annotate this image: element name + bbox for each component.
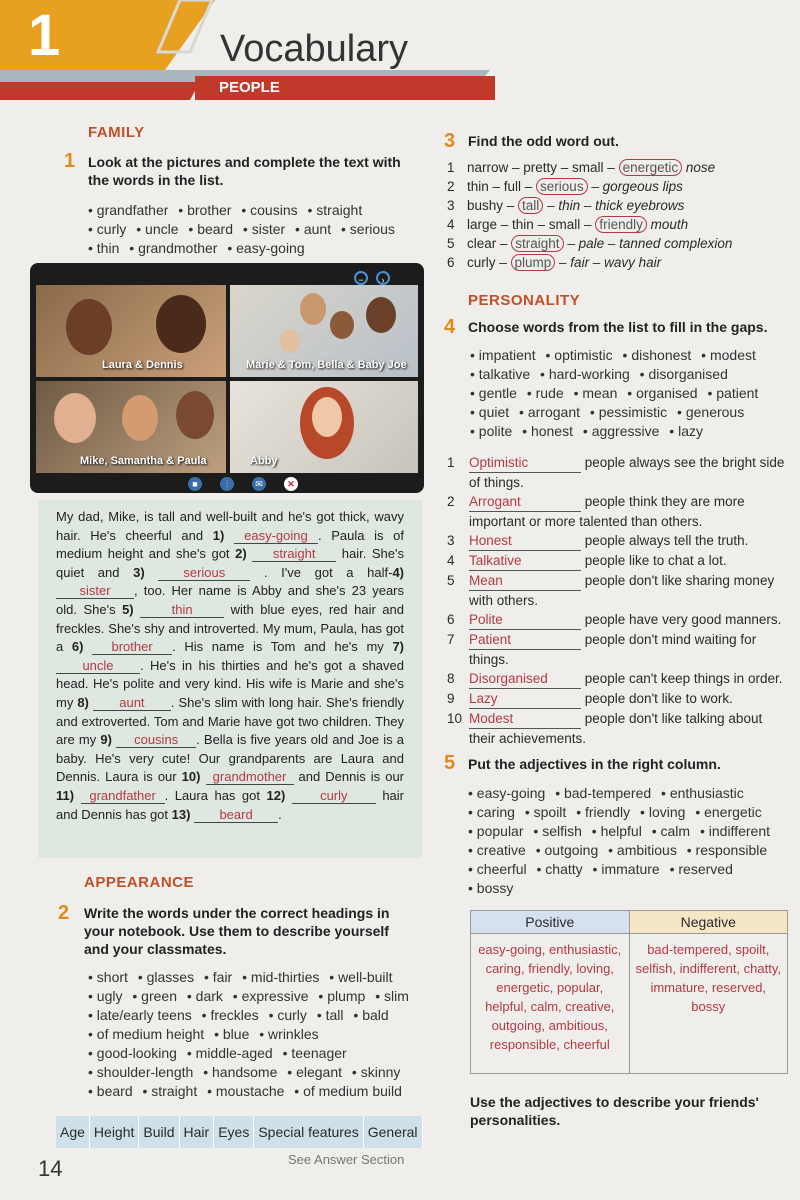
word-item: • mid-thirties <box>242 969 319 985</box>
word-item: • helpful <box>592 823 642 839</box>
gap-number: 13) <box>171 806 191 822</box>
row-text: thin – full – <box>467 179 537 194</box>
category-heading: Height <box>90 1116 139 1148</box>
word-item: • modest <box>701 347 756 363</box>
word-item: • popular <box>468 823 524 839</box>
word-item: • skinny <box>352 1064 400 1080</box>
word-item: • hard-working <box>540 366 630 382</box>
word-item: • calm <box>652 823 690 839</box>
mail-icon[interactable]: ✉ <box>252 477 266 491</box>
word-item: • pessimistic <box>590 404 667 420</box>
row-text: people don't like sharing money with others. <box>469 573 775 608</box>
appearance-heading: APPEARANCE <box>84 874 195 891</box>
word-item: • bald <box>353 1007 388 1023</box>
row-text: people have very good manners. <box>581 612 782 627</box>
gap-answer[interactable]: beard <box>194 808 278 823</box>
word-item: • aunt <box>295 221 331 237</box>
category-heading: Build <box>139 1116 179 1148</box>
word-item: • elegant <box>287 1064 342 1080</box>
personality-row <box>447 689 792 709</box>
word-item: • curly <box>88 221 126 237</box>
gap-answer[interactable]: cousins <box>116 733 196 748</box>
word-item: • optimistic <box>546 347 613 363</box>
adjectives-table <box>470 910 788 1074</box>
word-item: • thin <box>88 240 119 256</box>
word-item: • creative <box>468 842 526 858</box>
word-item: • talkative <box>470 366 530 382</box>
text-segment: . <box>278 806 282 822</box>
gap-answer[interactable]: Patient <box>469 630 581 650</box>
gap-answer[interactable]: uncle <box>56 659 140 674</box>
gap-number: 5) <box>122 601 134 617</box>
personality-row <box>447 709 792 748</box>
gap-number: 1) <box>212 527 225 543</box>
gap-number: 4) <box>392 564 404 580</box>
row-text: – thin – thick eyebrows <box>543 198 685 213</box>
row-text: people don't like talking about their achievements. <box>469 711 763 746</box>
word-item: • glasses <box>138 969 194 985</box>
exercise-1-instruction: Look at the pictures and complete the text with the words in the list. <box>88 154 401 188</box>
exercise-3-list <box>447 158 732 272</box>
exercise-5-wordlist <box>468 784 793 898</box>
row-text: large – thin – small – <box>467 217 596 232</box>
exercise-3-number: 3 <box>444 130 456 152</box>
word-item: • disorganised <box>640 366 728 382</box>
gap-answer[interactable]: brother <box>92 640 172 655</box>
personality-row <box>447 571 792 610</box>
unit-number: 1 <box>28 3 61 68</box>
word-item: • of medium build <box>294 1083 402 1099</box>
gap-number: 3) <box>133 564 145 580</box>
word-item: • spoilt <box>525 804 566 820</box>
text-segment: . Laura has got <box>164 787 267 803</box>
gap-answer[interactable]: Talkative <box>469 551 581 571</box>
word-item: • gentle <box>470 385 517 401</box>
video-icon[interactable]: ■ <box>188 477 202 491</box>
row-number: 3 <box>447 533 455 548</box>
caption: Laura & Dennis <box>102 359 183 371</box>
gap-answer[interactable]: Disorganised <box>469 669 581 689</box>
gap-number: 6) <box>71 639 84 655</box>
category-heading: Hair <box>180 1116 215 1148</box>
row-number: 10 <box>447 711 463 726</box>
row-number: 6 <box>447 255 455 270</box>
odd-word-row <box>447 234 732 253</box>
word-item: • caring <box>468 804 515 820</box>
word-item: • mean <box>574 385 618 401</box>
tile-mike-samantha-paula <box>36 381 226 473</box>
exercise-5-followup: Use the adjectives to describe your friends' personalities. <box>470 1094 759 1128</box>
row-number: 3 <box>447 198 455 213</box>
row-number: 1 <box>447 160 455 175</box>
row-text: people think they are more important or more talented than others. <box>469 494 745 529</box>
row-number: 5 <box>447 236 455 251</box>
exercise-4-wordlist <box>470 346 790 441</box>
caption: Abby <box>250 455 278 467</box>
circled-answer[interactable]: straight <box>511 235 563 252</box>
row-number: 4 <box>447 217 455 232</box>
odd-word-row <box>447 196 732 215</box>
tile-marie-tom <box>230 285 418 377</box>
gap-answer[interactable]: Arrogant <box>469 492 581 512</box>
arrow-right-icon[interactable]: › <box>376 271 390 285</box>
gap-answer[interactable]: Optimistic <box>469 453 581 473</box>
word-item: • blue <box>214 1026 249 1042</box>
word-item: • plump <box>318 988 365 1004</box>
gap-answer[interactable]: Polite <box>469 610 581 630</box>
gap-answer[interactable]: Honest <box>469 531 581 551</box>
word-item: • uncle <box>136 221 178 237</box>
category-heading: General <box>364 1116 423 1148</box>
row-text: nose <box>682 160 716 175</box>
word-item: • short <box>88 969 128 985</box>
text-segment: hair. She's quiet and <box>56 546 404 580</box>
gap-number: 12) <box>266 787 286 803</box>
exercise-4-sentences <box>447 453 792 748</box>
word-item: • impatient <box>470 347 536 363</box>
stats-icon[interactable]: ⫶ <box>220 477 234 491</box>
exercise-1-number: 1 <box>64 150 76 172</box>
row-text: people don't mind waiting for things. <box>469 632 757 667</box>
section-tag: PEOPLE <box>195 76 495 100</box>
exercise-3-instruction: Find the odd word out. <box>468 133 619 149</box>
word-item: • grandmother <box>129 240 217 256</box>
row-text: people always tell the truth. <box>581 533 749 548</box>
negative-heading: Negative <box>629 911 788 934</box>
row-text: bushy – <box>467 198 519 213</box>
word-item: • easy-going <box>227 240 304 256</box>
word-item: • sister <box>243 221 285 237</box>
row-text: people like to chat a lot. <box>581 553 727 568</box>
word-item: • brother <box>178 202 231 218</box>
caption: Mike, Samantha & Paula <box>80 455 207 467</box>
header-band <box>0 0 800 110</box>
text-segment: with blue eyes, red hair and freckles. She's shy and introverted. My mum, Paula, has got a <box>56 601 404 655</box>
word-item: • cousins <box>241 202 297 218</box>
word-item: • curly <box>269 1007 307 1023</box>
video-call-photo <box>30 263 424 493</box>
word-item: • easy-going <box>468 785 545 801</box>
positive-column[interactable]: easy-going, enthusiastic, caring, friendly, loving, energetic, popular, helpful, calm, creative, outgoing, ambitious, responsible, cheerful <box>471 934 630 1074</box>
word-item: • rude <box>527 385 564 401</box>
row-text: – pale – tanned complexion <box>563 236 733 251</box>
word-item: • responsible <box>687 842 767 858</box>
text-segment: . I've got a half- <box>263 564 393 580</box>
gap-answer[interactable]: Mean <box>469 571 581 591</box>
circled-answer[interactable]: tall <box>518 197 543 214</box>
word-item: • slim <box>375 988 409 1004</box>
personality-heading: PERSONALITY <box>468 292 581 309</box>
gap-answer[interactable]: easy-going <box>234 529 318 544</box>
odd-word-row <box>447 158 732 177</box>
text-segment: . Paula is of medium height and she's got <box>56 527 404 562</box>
personality-row <box>447 453 792 492</box>
tile-abby <box>230 381 418 473</box>
gap-number: 7) <box>392 639 404 655</box>
exercise-1-wordlist <box>88 201 408 258</box>
word-item: • middle-aged <box>187 1045 273 1061</box>
word-item: • outgoing <box>536 842 599 858</box>
word-item: • indifferent <box>700 823 770 839</box>
word-item: • generous <box>677 404 744 420</box>
word-item: • tall <box>317 1007 344 1023</box>
word-item: • cheerful <box>468 861 527 877</box>
row-number: 5 <box>447 573 455 588</box>
exercise-2-number: 2 <box>58 902 70 924</box>
text-segment: , too. Her name is Abby and she's 23 years old. She's <box>56 583 404 617</box>
circled-answer[interactable]: serious <box>536 178 588 195</box>
personality-row <box>447 610 792 630</box>
text-segment: . His name is Tom and he's my <box>172 639 393 655</box>
word-item: • honest <box>522 423 573 439</box>
personality-row <box>447 630 792 669</box>
word-item: • quiet <box>470 404 509 420</box>
word-item: • of medium height <box>88 1026 204 1042</box>
row-text: people can't keep things in order. <box>581 671 783 686</box>
word-item: • ambitious <box>608 842 677 858</box>
row-text: narrow – pretty – small – <box>467 160 619 175</box>
exercise-5-instruction: Put the adjectives in the right column. <box>468 756 721 772</box>
word-item: • dark <box>187 988 223 1004</box>
page-number: 14 <box>38 1156 63 1181</box>
circled-answer[interactable]: energetic <box>619 159 683 176</box>
word-item: • patient <box>707 385 758 401</box>
row-text: clear – <box>467 236 512 251</box>
row-number: 1 <box>447 455 455 470</box>
gap-answer[interactable]: Modest <box>469 709 581 729</box>
circled-answer[interactable]: plump <box>511 254 556 271</box>
word-item: • reserved <box>670 861 733 877</box>
word-item: • aggressive <box>583 423 660 439</box>
word-item: • handsome <box>203 1064 277 1080</box>
word-item: • moustache <box>207 1083 284 1099</box>
caption: Marie & Tom, Bella & Baby Joe <box>246 359 407 371</box>
gap-number: 10) <box>181 769 201 785</box>
gap-number: 11) <box>56 787 75 803</box>
word-item: • chatty <box>537 861 583 877</box>
word-item: • enthusiastic <box>661 785 744 801</box>
word-item: • dishonest <box>623 347 692 363</box>
gap-number: 8) <box>77 694 89 710</box>
word-item: • straight <box>308 202 363 218</box>
word-item: • expressive <box>233 988 309 1004</box>
gap-answer[interactable]: curly <box>292 789 376 804</box>
exercise-2-instruction: Write the words under the correct headings in your notebook. Use them to describe yourself and your classmates. <box>84 905 390 957</box>
negative-column[interactable]: bad-tempered, spoilt, selfish, indifferent, chatty, immature, reserved, bossy <box>629 934 788 1074</box>
word-item: • beard <box>88 1083 133 1099</box>
row-number: 2 <box>447 494 455 509</box>
word-item: • loving <box>640 804 685 820</box>
word-item: • ugly <box>88 988 122 1004</box>
page-title: Vocabulary <box>220 28 409 70</box>
gap-answer[interactable]: straight <box>252 547 336 562</box>
gap-answer[interactable]: grandmother <box>206 770 294 785</box>
text-segment: and Dennis is our <box>293 769 405 785</box>
exercise-5-number: 5 <box>444 752 456 774</box>
word-item: • wrinkles <box>259 1026 318 1042</box>
row-number: 7 <box>447 632 455 647</box>
gap-number: 9) <box>100 732 112 748</box>
family-heading: FAMILY <box>88 124 145 141</box>
text-segment: . Bella is five years old and Joe is a baby. He's very cute! Our grandparents are Laura and Dennis. Laura is our <box>56 732 404 785</box>
answer-section-note: See Answer Section <box>288 1152 405 1167</box>
row-text: people don't like to work. <box>581 691 733 706</box>
word-item: • energetic <box>695 804 761 820</box>
word-item: • bad-tempered <box>555 785 651 801</box>
exercise-4-instruction: Choose words from the list to fill in the gaps. <box>468 319 768 335</box>
exercise-4-number: 4 <box>444 316 456 338</box>
text-segment: hair and Dennis has got <box>56 787 404 822</box>
row-text: curly – <box>467 255 511 270</box>
family-text <box>38 500 422 858</box>
word-item: • grandfather <box>88 202 168 218</box>
word-item: • fair <box>204 969 232 985</box>
word-item: • friendly <box>576 804 630 820</box>
row-text: mouth <box>646 217 689 232</box>
word-item: • straight <box>143 1083 198 1099</box>
close-icon[interactable]: ✕ <box>284 477 298 491</box>
word-item: • freckles <box>202 1007 259 1023</box>
personality-row <box>447 669 792 689</box>
word-item: • late/early teens <box>88 1007 192 1023</box>
category-heading: Eyes <box>214 1116 254 1148</box>
row-number: 6 <box>447 612 455 627</box>
gap-answer[interactable]: Lazy <box>469 689 581 709</box>
word-item: • well-built <box>329 969 392 985</box>
gap-answer[interactable]: sister <box>56 584 134 599</box>
circled-answer[interactable]: friendly <box>595 216 647 233</box>
word-item: • arrogant <box>519 404 580 420</box>
word-item: • teenager <box>283 1045 347 1061</box>
word-item: • shoulder-length <box>88 1064 193 1080</box>
text-segment: My dad, Mike, is tall and well-built and he's got thick, wavy hair. He's cheerful and <box>56 509 404 543</box>
row-number: 4 <box>447 553 455 568</box>
text-segment: . She's slim with long hair. She's friendly and extroverted. Tom and Marie have got two children. They are my <box>56 694 404 748</box>
row-number: 9 <box>447 691 455 706</box>
word-item: • immature <box>593 861 660 877</box>
odd-word-row <box>447 215 732 234</box>
odd-word-row <box>447 253 732 272</box>
row-text: – fair – wavy hair <box>555 255 662 270</box>
row-text: people always see the bright side of things. <box>469 455 785 490</box>
gap-answer[interactable]: serious <box>158 566 250 581</box>
word-item: • lazy <box>669 423 703 439</box>
category-heading: Special features <box>254 1116 363 1148</box>
word-item: • selfish <box>533 823 581 839</box>
category-heading: Age <box>56 1116 90 1148</box>
category-headings <box>56 1116 423 1148</box>
minus-icon[interactable]: − <box>354 271 368 285</box>
word-item: • bossy <box>468 880 513 896</box>
personality-row <box>447 551 792 571</box>
gap-answer[interactable]: grandfather <box>81 789 165 804</box>
row-text: – gorgeous lips <box>587 179 683 194</box>
word-item: • organised <box>627 385 697 401</box>
word-item: • serious <box>341 221 395 237</box>
gap-answer[interactable]: thin <box>140 603 224 618</box>
odd-word-row <box>447 177 732 196</box>
text-segment: . He's in his thirties and he's got a shaved head. He's polite and very kind. His wife is Marie and she's my <box>56 657 404 710</box>
personality-row <box>447 531 792 551</box>
word-item: • polite <box>470 423 512 439</box>
word-item: • green <box>132 988 177 1004</box>
tile-laura-dennis <box>36 285 226 377</box>
gap-answer[interactable]: aunt <box>93 696 171 711</box>
row-number: 2 <box>447 179 455 194</box>
exercise-2-wordlist <box>88 968 418 1101</box>
personality-row <box>447 492 792 531</box>
gap-number: 2) <box>235 546 247 562</box>
word-item: • good-looking <box>88 1045 177 1061</box>
row-number: 8 <box>447 671 455 686</box>
positive-heading: Positive <box>471 911 630 934</box>
word-item: • beard <box>188 221 233 237</box>
